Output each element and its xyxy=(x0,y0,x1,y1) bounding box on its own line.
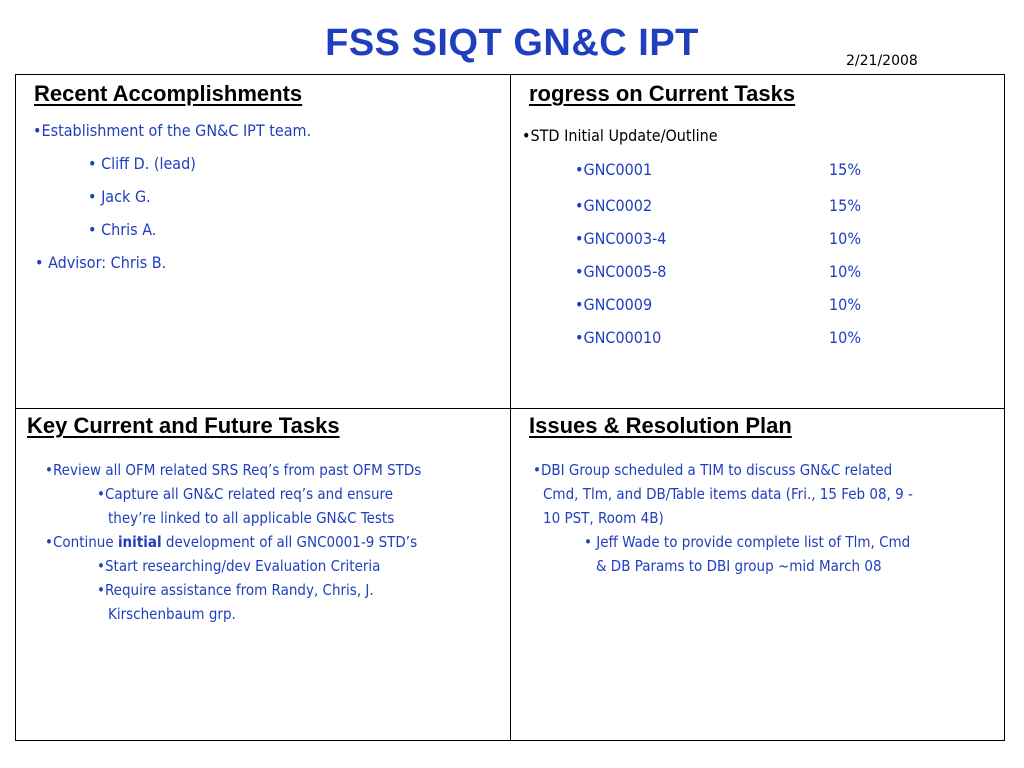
issue-line: •DBI Group scheduled a TIM to discuss GN&C related xyxy=(533,461,893,479)
future-task-continue xyxy=(45,533,417,551)
progress-heading: rogress on Current Tasks xyxy=(529,81,796,106)
continue-suffix: development of all GNC0001-9 STD’s xyxy=(161,533,418,551)
future-task-line: •Require assistance from Randy, Chris, J. xyxy=(97,581,374,599)
accomplishment-item: • Cliff D. (lead) xyxy=(88,154,196,173)
future-tasks-heading: Key Current and Future Tasks xyxy=(27,413,340,438)
accomplishment-item: • Advisor: Chris B. xyxy=(35,253,167,272)
slide-title: FSS SIQT GN&C IPT xyxy=(325,22,699,64)
future-task-line: •Review all OFM related SRS Req’s from past OFM STDs xyxy=(45,461,422,479)
future-task-line: Kirschenbaum grp. xyxy=(108,605,236,623)
progress-intro: •STD Initial Update/Outline xyxy=(522,126,718,145)
future-task-line: •Capture all GN&C related req’s and ensure xyxy=(97,485,394,503)
task-percent: 10% xyxy=(829,262,861,281)
accomplishment-item: •Establishment of the GN&C IPT team. xyxy=(33,121,312,140)
accomplishment-item: • Jack G. xyxy=(88,187,151,206)
continue-emphasis: initial xyxy=(117,533,162,551)
task-percent: 10% xyxy=(829,295,861,314)
task-name: •GNC0005-8 xyxy=(575,262,667,281)
task-percent: 10% xyxy=(829,328,861,347)
future-task-line: •Start researching/dev Evaluation Criteria xyxy=(97,557,381,575)
issue-line: 10 PST, Room 4B) xyxy=(543,509,664,527)
task-name: •GNC0002 xyxy=(575,196,653,215)
accomplishments-heading: Recent Accomplishments xyxy=(34,81,303,106)
slide-date: 2/21/2008 xyxy=(846,53,918,69)
task-name: •GNC0009 xyxy=(575,295,653,314)
continue-prefix: •Continue xyxy=(45,533,118,551)
issue-line: Cmd, Tlm, and DB/Table items data (Fri., 15 Feb 08, 9 - xyxy=(543,485,913,503)
issue-line: & DB Params to DBI group ~mid March 08 xyxy=(596,557,882,575)
task-percent: 15% xyxy=(829,196,861,215)
task-name: •GNC00010 xyxy=(575,328,662,347)
task-name: •GNC0001 xyxy=(575,160,653,179)
accomplishment-item: • Chris A. xyxy=(88,220,157,239)
issues-heading: Issues & Resolution Plan xyxy=(529,413,792,438)
future-task-line: they’re linked to all applicable GN&C Tests xyxy=(108,509,395,527)
horizontal-divider xyxy=(15,408,1005,409)
issue-line: • Jeff Wade to provide complete list of Tlm, Cmd xyxy=(584,533,911,551)
task-name: •GNC0003-4 xyxy=(575,229,667,248)
task-percent: 10% xyxy=(829,229,861,248)
task-percent: 15% xyxy=(829,160,861,179)
